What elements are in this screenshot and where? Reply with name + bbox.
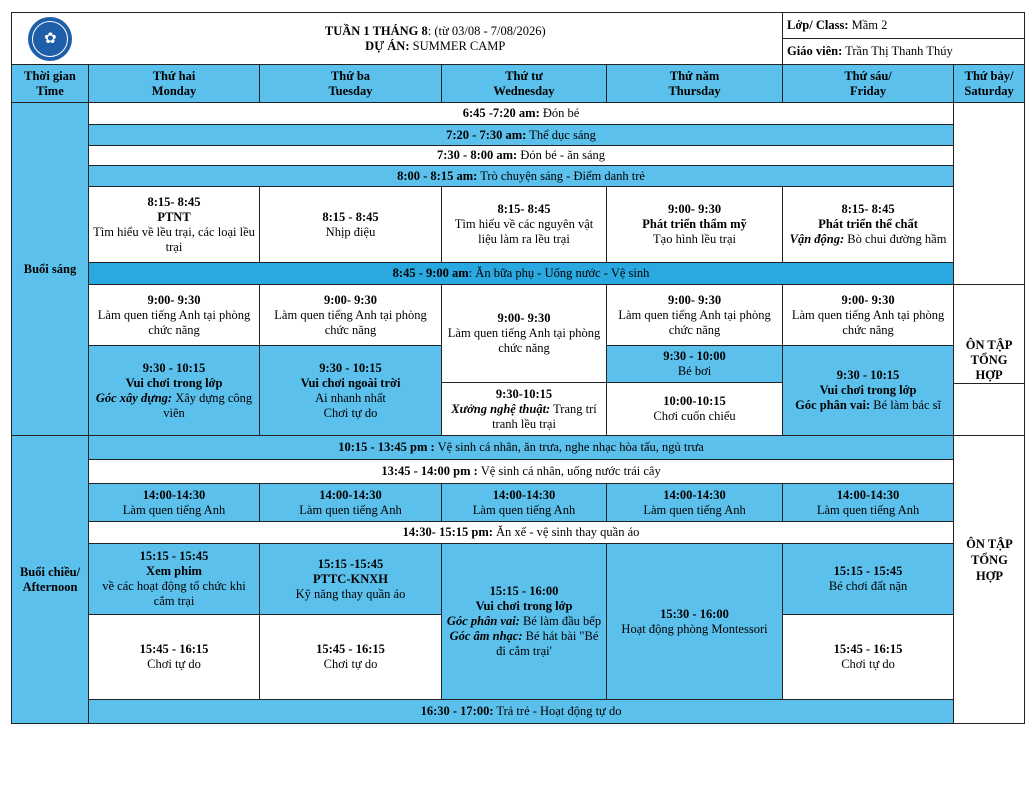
fri-9-30: 9:30 - 10:15 Vui chơi trong lớp Góc phân vai: Bé làm bác sĩ (783, 346, 954, 436)
column-header-row (12, 65, 1025, 103)
mon-8-15: 8:15- 8:45 PTNT Tìm hiểu về lều trại, các loại lều trại (89, 187, 260, 263)
thu-10-00: 10:00-10:15 Chơi cuốn chiếu (607, 383, 783, 436)
saturday-morning-bottom (954, 384, 1025, 436)
class-cell (783, 13, 1025, 39)
thu-14-00: 14:00-14:30 Làm quen tiếng Anh (607, 484, 783, 522)
week-label: TUẦN 1 THÁNG 8 (324, 23, 428, 38)
row-10-15: 10:15 - 13:45 pm : Vệ sinh cá nhân, ăn trưa, nghe nhạc hòa tấu, ngủ trưa (89, 436, 954, 460)
class-name: Mầm 2 (848, 18, 888, 32)
fri-14-00: 14:00-14:30 Làm quen tiếng Anh (783, 484, 954, 522)
row-8-45: 8:45 - 9:00 am: Ăn bữa phụ - Uống nước - Vệ sinh (89, 263, 954, 285)
thu-9-00b: 9:00- 9:30 Làm quen tiếng Anh tại phòng chức năng (607, 285, 783, 346)
teacher-cell (783, 39, 1025, 65)
wed-9-00: 9:00- 9:30 Làm quen tiếng Anh tại phòng chức năng (442, 285, 607, 383)
class-label: Lớp/ Class: (787, 18, 849, 32)
saturday-afternoon: ÔN TẬP TỔNG HỢP (966, 537, 1013, 583)
teacher-label: Giáo viên: (787, 44, 843, 58)
col-time: Thời gian Time (12, 65, 89, 103)
mon-15-45: 15:45 - 16:15 Chơi tự do (89, 615, 260, 700)
project-name: SUMMER CAMP (409, 38, 506, 53)
row-7-20: 7:20 - 7:30 am: Thể dục sáng (89, 125, 954, 146)
tue-15-45: 15:45 - 16:15 Chơi tự do (260, 615, 442, 700)
project-label: DỰ ÁN: (365, 38, 410, 53)
tue-14-00: 14:00-14:30 Làm quen tiếng Anh (260, 484, 442, 522)
row-13-45: 13:45 - 14:00 pm : Vệ sinh cá nhân, uống nước trái cây (89, 460, 954, 484)
fri-8-15: 8:15- 8:45 Phát triển thể chất Vận động: Bò chui đường hầm (783, 187, 954, 263)
row-16-30: 16:30 - 17:00: Trả trẻ - Hoạt động tự do (89, 700, 954, 724)
mon-14-00: 14:00-14:30 Làm quen tiếng Anh (89, 484, 260, 522)
col-friday: Thứ sáu/ Friday (783, 65, 954, 103)
schedule-page (11, 12, 1024, 724)
wed-14-00: 14:00-14:30 Làm quen tiếng Anh (442, 484, 607, 522)
mon-9-00: 9:00- 9:30 Làm quen tiếng Anh tại phòng chức năng (89, 285, 260, 346)
wed-9-30: 9:30-10:15 Xưởng nghệ thuật: Trang trí tranh lều trại (442, 383, 607, 436)
tue-9-30: 9:30 - 10:15 Vui chơi ngoài trời Ai nhanh nhất Chơi tự do (260, 346, 442, 436)
col-tuesday: Thứ ba Tuesday (260, 65, 442, 103)
session-afternoon: Buổi chiều/ Afternoon (12, 436, 89, 724)
fri-15-45: 15:45 - 16:15 Chơi tự do (783, 615, 954, 700)
school-seal-icon: ✿ (28, 17, 72, 61)
col-saturday: Thứ bảy/ Saturday (954, 65, 1025, 103)
col-wednesday: Thứ tư Wednesday (442, 65, 607, 103)
wed-15-15: 15:15 - 16:00 Vui chơi trong lớp Góc phân vai: Bé làm đầu bếp Góc âm nhạc: Bé hát bài "Bé đi cắm trại' (442, 544, 607, 700)
header-title-cell (89, 13, 783, 65)
row-14-30: 14:30- 15:15 pm: Ăn xế - vệ sinh thay quần áo (89, 522, 954, 544)
fri-9-00: 9:00- 9:30 Làm quen tiếng Anh tại phòng chức năng (783, 285, 954, 346)
thu-15-30: 15:30 - 16:00 Hoạt động phòng Montessori (607, 544, 783, 700)
row-8-00: 8:00 - 8:15 am: Trò chuyện sáng - Điểm danh trẻ (89, 166, 954, 187)
session-morning: Buổi sáng (12, 103, 89, 436)
row-6-45: 6:45 -7:20 am: Đón bé (89, 103, 954, 125)
col-monday: Thứ hai Monday (89, 65, 260, 103)
fri-15-15: 15:15 - 15:45 Bé chơi đất nặn (783, 544, 954, 615)
tue-9-00: 9:00- 9:30 Làm quen tiếng Anh tại phòng chức năng (260, 285, 442, 346)
mon-15-15: 15:15 - 15:45 Xem phim về các hoạt động tổ chức khi cắm trại (89, 544, 260, 615)
mon-9-30: 9:30 - 10:15 Vui chơi trong lớp Góc xây dựng: Xây dựng công viên (89, 346, 260, 436)
thu-9-30: 9:30 - 10:00 Bé bơi (607, 346, 783, 383)
week-range: : (từ 03/08 - 7/08/2026) (427, 23, 546, 38)
saturday-morning-top (954, 103, 1025, 285)
saturday-morning: ÔN TẬP TỔNG HỢP (954, 285, 1025, 384)
tue-15-15: 15:15 -15:45 PTTC-KNXH Kỹ năng thay quần áo (260, 544, 442, 615)
tue-8-15: 8:15 - 8:45 Nhịp điệu (260, 187, 442, 263)
logo-cell (12, 13, 89, 65)
teacher-name: Trần Thị Thanh Thúy (842, 44, 953, 58)
thu-9-00: 9:00- 9:30 Phát triển thẩm mỹ Tạo hình lều trại (607, 187, 783, 263)
weekly-schedule-table (11, 12, 1025, 724)
row-7-30: 7:30 - 8:00 am: Đón bé - ăn sáng (89, 146, 954, 166)
wed-8-15: 8:15- 8:45 Tìm hiểu về các nguyên vật liệu làm ra lều trại (442, 187, 607, 263)
col-thursday: Thứ năm Thursday (607, 65, 783, 103)
